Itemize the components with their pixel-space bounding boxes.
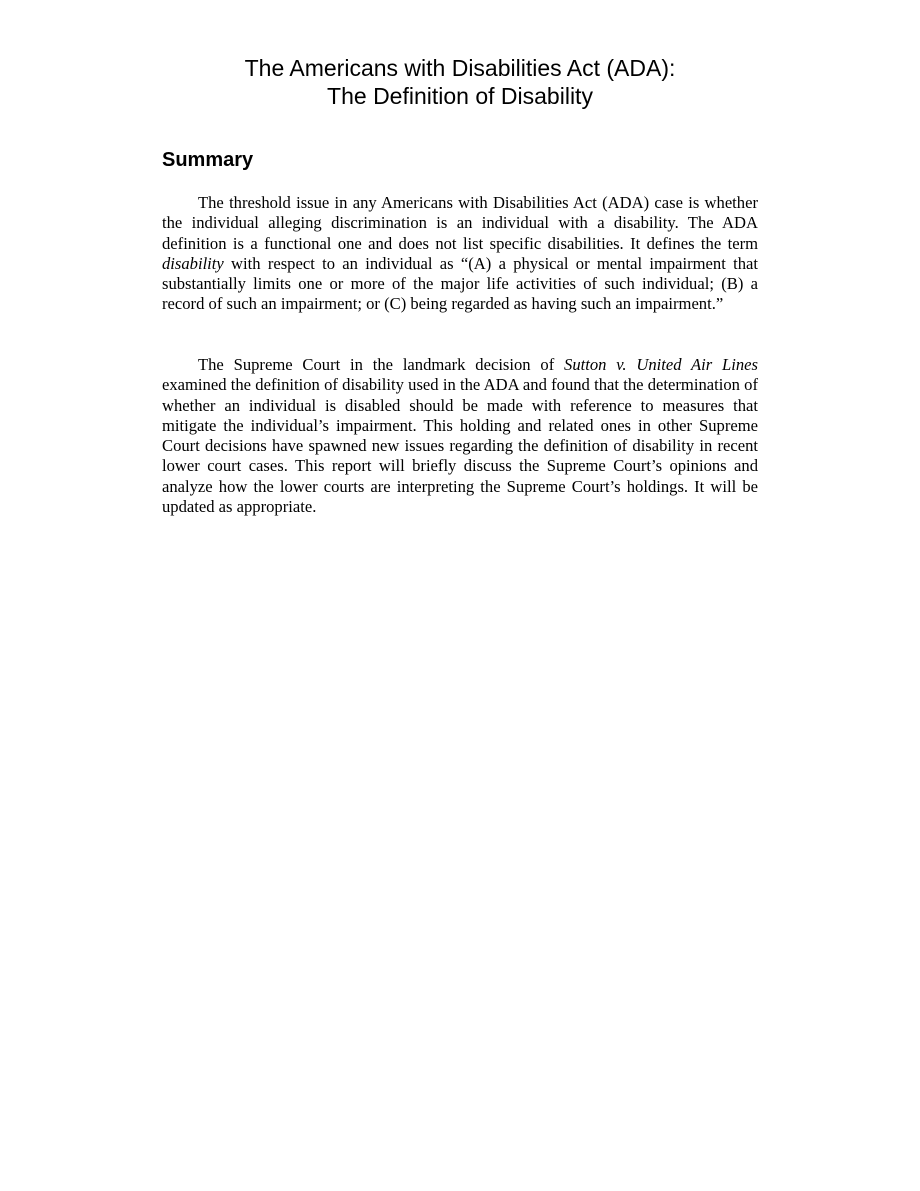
summary-paragraph-2	[162, 355, 758, 517]
paragraph-1-text-a: The threshold issue in any Americans with Disabilities Act (ADA) case is whether the individual alleging discrimination is an individual with a disability. The ADA definition is a functional one and does not list specific disabilities. It defines the term	[162, 193, 758, 253]
paragraph-1-italic-term: disability	[162, 253, 224, 273]
paragraph-2-case-name: Sutton v. United Air Lines	[564, 355, 759, 374]
title-line-2: The Definition of Disability	[327, 83, 593, 109]
title-line-1: The Americans with Disabilities Act (ADA):	[244, 55, 676, 81]
paragraph-2-text-b: examined the definition of disability used in the ADA and found that the determination of whether an individual is disabled should be made with reference to measures that mitigate the individual’s impairment. This holding and related ones in other Supreme Court decisions have spawned new issues regarding the definition of disability in recent lower court cases. This report will briefly discuss the Supreme Court’s opinions and analyze how the lower courts are interpreting the Supreme Court’s holdings. It will be updated as appropriate.	[162, 375, 758, 517]
paragraph-2-text-a: The Supreme Court in the landmark decision of	[198, 355, 565, 374]
summary-paragraph-1	[162, 193, 758, 315]
paragraph-1-text-b: with respect to an individual as “(A) a physical or mental impairment that substantially limits one or more of the major life activities of such individual; (B) a record of such an impairment; or (C) being regarded as having such an impairment.”	[162, 253, 758, 314]
summary-heading: Summary	[162, 149, 254, 171]
document-title	[162, 54, 758, 110]
